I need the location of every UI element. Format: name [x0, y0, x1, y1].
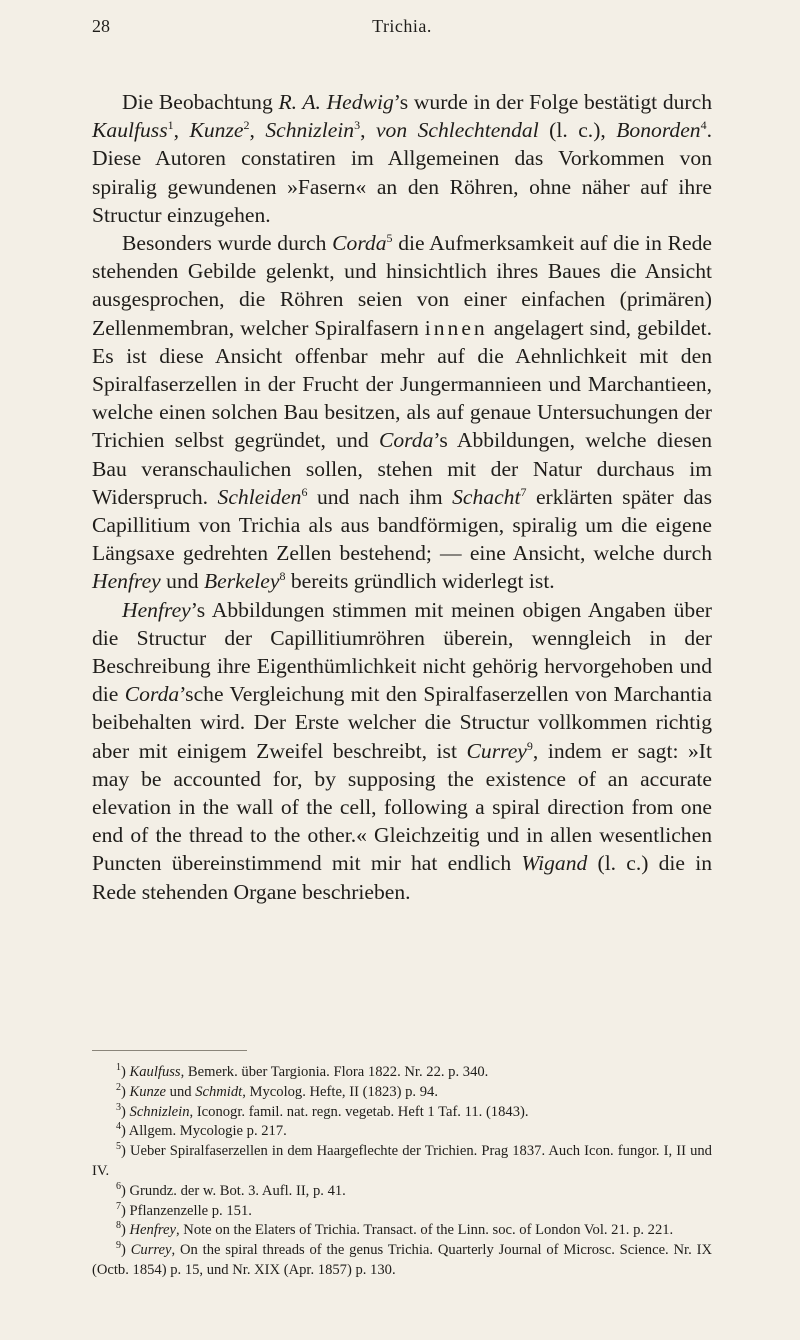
paragraph: [92, 88, 712, 229]
italic-name: Kaulfuss: [92, 118, 168, 143]
text-run: und: [166, 1083, 196, 1100]
italic-name: Schacht: [452, 484, 521, 509]
footnote-mark-paren: ): [121, 1242, 131, 1259]
text-run: ’s wurde in der Folge bestätigt durch: [393, 90, 712, 114]
italic-name: Schnizlein: [129, 1103, 190, 1120]
italic-name: Berkeley: [203, 569, 280, 594]
text-run: ’s Abbildungen, welche diesen Bau veranschaulichen sollen, stehen mit der Natur durchaus im Widerspruch.: [92, 428, 712, 509]
text-run: Grundz. der w. Bot. 3. Aufl. II, p. 41.: [129, 1182, 346, 1199]
footnote-mark-paren: ): [121, 1222, 130, 1239]
footnote-mark-paren: ): [121, 1182, 130, 1199]
text-run: , Mycolog. Hefte, II (1823) p. 94.: [242, 1083, 438, 1100]
footnote-reference: 2: [243, 118, 250, 133]
text-run: (l. c.),: [538, 118, 617, 143]
footnote-reference: 1: [167, 118, 174, 133]
italic-name: Currey: [130, 1242, 172, 1259]
body-text: [92, 88, 712, 906]
footnote-mark: 6: [116, 1180, 121, 1192]
footnote-mark: 5: [116, 1141, 121, 1153]
footnote-reference: 7: [520, 484, 527, 499]
footnote-mark-paren: ): [121, 1123, 129, 1140]
italic-name: Henfrey: [92, 569, 161, 594]
paragraph: [92, 596, 712, 906]
italic-name: Kaulfuss: [129, 1064, 181, 1080]
italic-name: Corda: [378, 428, 434, 453]
footnote-reference: 9: [526, 738, 533, 753]
footnote-mark: 7: [116, 1200, 121, 1212]
footnote-reference: 5: [386, 230, 393, 245]
italic-name: Corda: [124, 682, 180, 707]
italic-name: Schnizlein: [265, 118, 355, 143]
footnote-reference: 4: [700, 118, 707, 133]
italic-name: R. A. Hedwig: [278, 90, 394, 114]
text-run: angelagert sind, gebildet. Es ist diese Ansicht offenbar mehr auf die Aehnlichkeit mit den Spiralfaserzellen in der Frucht der Jungermannieen und Marchantieen, welche einen solchen Bau besitzen, als auf genaue Untersuchungen der Trichien selbst gegründet, und: [92, 315, 712, 453]
footnote: [92, 1122, 712, 1142]
footnote-mark-paren: ): [121, 1202, 130, 1219]
text-run: ,: [249, 118, 266, 143]
footnote: [92, 1083, 712, 1103]
text-run: erklärten später das Capillitium von Trichia als aus bandförmigen, spiralig um die eigene Längsaxe gedrehten Zellen bestehend; — eine Ansicht, welche durch: [92, 484, 712, 566]
footnote-mark: 3: [116, 1101, 121, 1113]
text-run: , On the spiral threads of the genus Trichia. Quarterly Journal of Microsc. Science. Nr. IX (Octb. 1854) p. 15, und Nr. XIX (Apr. 1857) p. 130.: [92, 1242, 712, 1278]
italic-name: Kunze: [129, 1083, 166, 1100]
footnote: [92, 1182, 712, 1202]
footnotes: [92, 1063, 712, 1281]
footnote-mark: 8: [116, 1220, 121, 1232]
footnote-divider: [92, 1050, 247, 1051]
footnote-mark: 2: [116, 1081, 121, 1093]
italic-name: Corda: [332, 231, 387, 256]
text-run: , Iconogr. famil. nat. regn. vegetab. Heft 1 Taf. 11. (1843).: [189, 1103, 529, 1120]
footnote-mark: 4: [116, 1121, 121, 1133]
text-run: und nach ihm: [307, 484, 453, 509]
page-number: 28: [92, 16, 110, 36]
footnote-mark: 1: [116, 1062, 121, 1074]
text-run: ’s Abbildungen stimmen mit meinen obigen Angaben über die Structur der Capillitiumröhren überein, wenngleich in der Beschreibung ihre Eigenthümlichkeit nicht gehörig hervorgehoben und die: [92, 597, 712, 707]
footnote-mark-paren: ): [121, 1143, 130, 1160]
italic-name: Schmidt: [195, 1083, 243, 1100]
italic-name: Henfrey: [122, 597, 191, 622]
page-header: [92, 16, 712, 46]
footnote-reference: 8: [279, 569, 286, 584]
text-run: ,: [360, 118, 376, 143]
text-run: die Aufmerksamkeit auf die in Rede stehenden Gebilde gelenkt, und hinsichtlich ihres Baues die Ansicht ausgesprochen, die Röhren seien von einer einfachen (primären) Zellenmembran, welcher Spiralfasern: [92, 231, 712, 340]
paragraph: [92, 229, 712, 596]
text-run: ’sche Vergleichung mit den Spiralfaserzellen von Marchantia beibehalten wird. Der Erste welcher die Structur vollkommen richtig aber mit einigem Zweifel beschreibt, ist: [92, 682, 713, 763]
text-run: bereits gründlich widerlegt ist.: [285, 569, 555, 594]
text-run: Pflanzenzelle p. 151.: [129, 1202, 252, 1219]
italic-name: Schleiden: [217, 484, 302, 509]
footnote: [92, 1103, 712, 1123]
spaced-emphasis: innen: [424, 315, 488, 340]
italic-name: Kunze: [189, 118, 244, 143]
footnote: [92, 1241, 712, 1281]
running-title: Trichia.: [372, 16, 432, 36]
text-run: ,: [173, 118, 190, 143]
text-run: , Bemerk. über Targionia. Flora 1822. Nr. 22. p. 340.: [180, 1064, 489, 1080]
footnote: [92, 1063, 712, 1083]
footnote-mark-paren: ): [121, 1083, 130, 1100]
text-run: (l. c.) die in Rede stehenden Organe beschrieben.: [92, 851, 712, 904]
text-run: Ueber Spiralfaserzellen in dem Haargeflechte der Trichien. Prag 1837. Auch Icon. fungor. I, II und IV.: [92, 1143, 712, 1179]
footnote-reference: 6: [301, 484, 308, 499]
footnote-reference: 3: [354, 118, 361, 133]
italic-name: von Schlechtendal: [375, 118, 539, 143]
text-run: , indem er sagt: »It may be accounted for, by supposing the existence of an accurate elevation in the wall of the cell, following a spiral direction from one end of the thread to the other.« Gleichzeitig und in allen wesentlichen Puncten übereinstimmend mit mir hat endlich: [92, 738, 712, 876]
italic-name: Henfrey: [129, 1222, 176, 1239]
footnote-mark-paren: ): [121, 1103, 130, 1120]
text-run: , Note on the Elaters of Trichia. Transact. of the Linn. soc. of London Vol. 21. p. 221.: [175, 1222, 674, 1239]
footnote: [92, 1202, 712, 1222]
italic-name: Currey: [466, 738, 527, 763]
italic-name: Wigand: [521, 851, 588, 876]
footnote: [92, 1221, 712, 1241]
footnote-mark-paren: ): [121, 1064, 130, 1080]
text-run: Die Beobachtung: [122, 90, 279, 114]
text-run: Besonders wurde durch: [122, 231, 333, 256]
text-run: und: [160, 569, 204, 594]
footnote-mark: 9: [116, 1240, 121, 1252]
footnote: [92, 1142, 712, 1182]
italic-name: Bonorden: [616, 118, 701, 143]
text-run: . Diese Autoren constatiren im Allgemeinen das Vorkommen von spiralig gewundenen »Fasern« an den Röhren, ohne näher auf ihre Structur einzugehen.: [92, 118, 713, 227]
text-run: Allgem. Mycologie p. 217.: [128, 1123, 287, 1140]
